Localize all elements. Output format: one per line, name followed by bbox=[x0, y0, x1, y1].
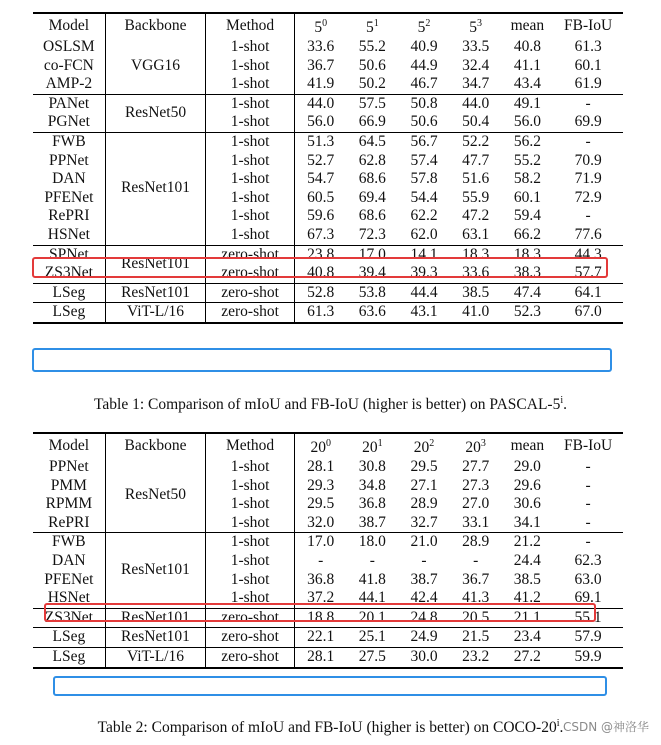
fold2-cell: 57.4 bbox=[410, 151, 438, 169]
fold3-cell: 18.3 bbox=[450, 245, 502, 264]
fold3-cell: 63.1 bbox=[462, 225, 490, 243]
mean-cell: 24.4 bbox=[513, 551, 541, 569]
fold3-cell: 33.1 bbox=[462, 513, 490, 531]
fold2-cell: 54.4 bbox=[410, 188, 438, 206]
model-cell: PMM bbox=[33, 477, 105, 496]
header-backbone: Backbone bbox=[105, 13, 206, 38]
model-cell: ZS3Net bbox=[33, 608, 105, 628]
model-cell: HSNet bbox=[33, 589, 105, 608]
mean-cell: 55.2 bbox=[513, 151, 541, 169]
table-row bbox=[33, 94, 623, 113]
fold2-cell: 40.9 bbox=[410, 38, 438, 55]
fold2-cell: 27.1 bbox=[410, 476, 438, 494]
table2-caption: Table 2: Comparison of mIoU and FB-IoU (higher is better) on COCO-20$^i$. bbox=[97, 718, 564, 736]
fold2-cell: 43.1 bbox=[398, 303, 450, 323]
fold3-cell: 55.9 bbox=[462, 188, 490, 206]
model-cell: HSNet bbox=[33, 226, 105, 245]
fold0-cell: 22.1 bbox=[294, 628, 346, 648]
backbone-cell: ViT-L/16 bbox=[105, 647, 206, 667]
backbone-cell: ResNet101 bbox=[105, 283, 206, 303]
fold1-cell: 36.8 bbox=[358, 495, 386, 513]
fbiou-cell: - bbox=[585, 513, 591, 531]
backbone-cell: ViT-L/16 bbox=[105, 303, 206, 323]
mean-cell: 38.3 bbox=[513, 264, 541, 282]
method-cell: 1-shot bbox=[206, 75, 295, 94]
fold1-cell: 27.5 bbox=[347, 647, 399, 667]
model-cell: PPNet bbox=[33, 152, 105, 171]
mean-cell: 60.1 bbox=[513, 188, 541, 206]
header-model: Model bbox=[33, 13, 105, 38]
fold2-cell: 57.8 bbox=[410, 170, 438, 188]
fold2-cell: 39.3 bbox=[410, 264, 438, 282]
mean-cell: 38.5 bbox=[513, 570, 541, 588]
mean-cell: 29.6 bbox=[513, 476, 541, 494]
fold2-cell: 30.0 bbox=[398, 647, 450, 667]
method-cell: zero-shot bbox=[206, 303, 295, 323]
backbone-cell: ResNet101 bbox=[105, 628, 206, 648]
model-cell: ZS3Net bbox=[33, 264, 105, 283]
fold1-cell: 18.0 bbox=[347, 533, 399, 552]
fold0-cell: 67.3 bbox=[307, 225, 335, 243]
lseg-vit-highlight-box-2 bbox=[53, 676, 607, 696]
fbiou-cell: 57.9 bbox=[553, 628, 623, 648]
fold1-cell: 68.6 bbox=[358, 170, 386, 188]
mean-cell: 21.2 bbox=[501, 533, 553, 552]
model-cell: PANet bbox=[33, 94, 105, 113]
fold0-cell: 54.7 bbox=[307, 170, 335, 188]
backbone-cell: ResNet50 bbox=[105, 94, 206, 132]
fold3-cell: 23.2 bbox=[450, 647, 502, 667]
method-cell: 1-shot bbox=[206, 571, 295, 590]
fold3-cell: 33.5 bbox=[462, 38, 490, 55]
fold2-cell: 44.9 bbox=[410, 56, 438, 74]
fold1-cell: 62.8 bbox=[358, 151, 386, 169]
fold0-cell: 52.8 bbox=[294, 283, 346, 303]
mean-cell: 43.4 bbox=[513, 75, 541, 93]
fold1-cell: 34.8 bbox=[358, 476, 386, 494]
fold2-cell: 46.7 bbox=[410, 75, 438, 93]
fbiou-cell: 60.1 bbox=[574, 56, 602, 74]
fold1-cell: 38.7 bbox=[358, 513, 386, 531]
fold3-cell: 32.4 bbox=[462, 56, 490, 74]
model-cell: FWB bbox=[33, 132, 105, 151]
fbiou-cell: 72.9 bbox=[574, 188, 602, 206]
fbiou-cell: 59.9 bbox=[553, 647, 623, 667]
method-cell: 1-shot bbox=[206, 495, 295, 514]
table-row bbox=[33, 458, 623, 477]
fold2-cell: 50.6 bbox=[410, 113, 438, 131]
method-cell: 1-shot bbox=[206, 132, 295, 151]
fbiou-cell: 64.1 bbox=[553, 283, 623, 303]
method-cell: 1-shot bbox=[206, 94, 295, 113]
header-mean: mean bbox=[502, 13, 554, 38]
method-cell: 1-shot bbox=[206, 514, 295, 533]
fold2-cell: - bbox=[421, 551, 427, 569]
model-cell: AMP-2 bbox=[33, 75, 105, 94]
model-cell: RePRI bbox=[33, 207, 105, 226]
fold1-cell: 50.2 bbox=[358, 75, 386, 93]
model-cell: LSeg bbox=[33, 283, 105, 303]
fold1-cell: 63.6 bbox=[347, 303, 399, 323]
fold1-cell: 30.8 bbox=[358, 458, 386, 475]
fold0-cell: 44.0 bbox=[294, 94, 346, 113]
method-cell: zero-shot bbox=[206, 283, 295, 303]
model-cell: PFENet bbox=[33, 571, 105, 590]
model-cell: PGNet bbox=[33, 113, 105, 132]
fold0-cell: 23.8 bbox=[294, 245, 346, 264]
method-cell: 1-shot bbox=[206, 477, 295, 496]
mean-cell: 58.2 bbox=[513, 170, 541, 188]
header-method: Method bbox=[206, 13, 295, 38]
method-cell: zero-shot bbox=[206, 647, 295, 667]
fold3-cell: 33.6 bbox=[462, 264, 490, 282]
method-cell: zero-shot bbox=[206, 628, 295, 648]
fold0-cell: 29.3 bbox=[307, 476, 335, 494]
backbone-cell: ResNet101 bbox=[105, 132, 206, 245]
fold0-cell: 60.5 bbox=[307, 188, 335, 206]
method-cell: 1-shot bbox=[206, 458, 295, 477]
fbiou-cell: 57.7 bbox=[574, 264, 602, 282]
method-cell: 1-shot bbox=[206, 552, 295, 571]
method-cell: 1-shot bbox=[206, 226, 295, 245]
fold1-cell: 41.8 bbox=[358, 570, 386, 588]
fold2-cell: 50.8 bbox=[398, 94, 450, 113]
fold3-cell: 38.5 bbox=[450, 283, 502, 303]
fold1-cell: 25.1 bbox=[347, 628, 399, 648]
fold0-cell: 51.3 bbox=[294, 132, 346, 151]
model-cell: PFENet bbox=[33, 189, 105, 208]
fold0-cell: 56.0 bbox=[307, 113, 335, 131]
mean-cell: 34.1 bbox=[513, 513, 541, 531]
mean-cell: 21.1 bbox=[501, 608, 553, 628]
mean-cell: 41.2 bbox=[513, 589, 541, 607]
fold2-cell: 44.4 bbox=[398, 283, 450, 303]
fold3-cell: 28.9 bbox=[450, 533, 502, 552]
fbiou-cell: 69.1 bbox=[574, 589, 602, 607]
fold0-cell: - bbox=[318, 551, 324, 569]
fold3-cell: - bbox=[473, 551, 479, 569]
fold0-cell: 18.8 bbox=[294, 608, 346, 628]
fold3-cell: 44.0 bbox=[450, 94, 502, 113]
fold3-cell: 34.7 bbox=[462, 75, 490, 93]
fold3-cell: 27.3 bbox=[462, 476, 490, 494]
model-cell: SPNet bbox=[33, 245, 105, 264]
fbiou-cell: - bbox=[585, 458, 591, 475]
fold3-cell: 52.2 bbox=[450, 132, 502, 151]
mean-cell: 23.4 bbox=[501, 628, 553, 648]
fold1-cell: 39.4 bbox=[358, 264, 386, 282]
fold3-cell: 50.4 bbox=[462, 113, 490, 131]
model-cell: LSeg bbox=[33, 628, 105, 648]
fbiou-cell: - bbox=[553, 132, 623, 151]
header-fold2: $20^2$ bbox=[398, 433, 450, 458]
header-fold3: $5^3$ bbox=[450, 13, 502, 38]
method-cell: 1-shot bbox=[206, 152, 295, 171]
method-cell: 1-shot bbox=[206, 533, 295, 552]
fold1-cell: 68.6 bbox=[358, 207, 386, 225]
method-cell: zero-shot bbox=[206, 264, 295, 283]
fold1-cell: 50.6 bbox=[358, 56, 386, 74]
hsnet-highlight-box-2 bbox=[44, 603, 596, 622]
fold1-cell: 69.4 bbox=[358, 188, 386, 206]
fold2-cell: 29.5 bbox=[410, 458, 438, 475]
fold0-cell: 33.6 bbox=[307, 38, 335, 55]
fold3-cell: 47.7 bbox=[462, 151, 490, 169]
fbiou-cell: 61.3 bbox=[574, 38, 602, 55]
method-cell: zero-shot bbox=[206, 245, 295, 264]
fold0-cell: 28.1 bbox=[307, 458, 335, 475]
fold0-cell: 37.2 bbox=[307, 589, 335, 607]
fbiou-cell: - bbox=[585, 495, 591, 513]
hsnet-highlight-box-1 bbox=[32, 257, 608, 278]
fold3-cell: 41.3 bbox=[462, 589, 490, 607]
table-row bbox=[33, 132, 623, 151]
method-cell: 1-shot bbox=[206, 57, 295, 76]
model-cell: DAN bbox=[33, 552, 105, 571]
fold2-cell: 28.9 bbox=[410, 495, 438, 513]
fold2-cell: 56.7 bbox=[398, 132, 450, 151]
mean-cell: 49.1 bbox=[502, 94, 554, 113]
fold0-cell: 28.1 bbox=[294, 647, 346, 667]
fold0-cell: 17.0 bbox=[294, 533, 346, 552]
fold3-cell: 27.7 bbox=[462, 458, 490, 475]
backbone-cell: ResNet101 bbox=[105, 533, 206, 608]
fold0-cell: 40.8 bbox=[307, 264, 335, 282]
header-fbiou: FB-IoU bbox=[553, 433, 623, 458]
fold2-cell: 24.9 bbox=[398, 628, 450, 648]
fold1-cell: 72.3 bbox=[358, 225, 386, 243]
mean-cell: 52.3 bbox=[502, 303, 554, 323]
table-row bbox=[33, 628, 623, 648]
fold2-cell: 32.7 bbox=[410, 513, 438, 531]
fold3-cell: 47.2 bbox=[462, 207, 490, 225]
model-cell: FWB bbox=[33, 533, 105, 552]
mean-cell: 30.6 bbox=[513, 495, 541, 513]
fbiou-cell: - bbox=[553, 94, 623, 113]
fold1-cell: 20.1 bbox=[347, 608, 399, 628]
mean-cell: 56.0 bbox=[513, 113, 541, 131]
mean-cell: 59.4 bbox=[513, 207, 541, 225]
fbiou-cell: 63.0 bbox=[574, 570, 602, 588]
model-cell: LSeg bbox=[33, 303, 105, 323]
method-cell: 1-shot bbox=[206, 170, 295, 189]
header-backbone: Backbone bbox=[105, 433, 206, 458]
method-cell: 1-shot bbox=[206, 189, 295, 208]
fold2-cell: 21.0 bbox=[398, 533, 450, 552]
fold2-cell: 42.4 bbox=[410, 589, 438, 607]
fbiou-cell: - bbox=[553, 533, 623, 552]
method-cell: 1-shot bbox=[206, 113, 295, 132]
model-cell: co-FCN bbox=[33, 57, 105, 76]
model-cell: RPMM bbox=[33, 495, 105, 514]
header-fold2: $5^2$ bbox=[398, 13, 450, 38]
model-cell: OSLSM bbox=[33, 38, 105, 57]
mean-cell: 27.2 bbox=[501, 647, 553, 667]
model-cell: RePRI bbox=[33, 514, 105, 533]
mean-cell: 56.2 bbox=[502, 132, 554, 151]
backbone-cell: VGG16 bbox=[105, 38, 206, 94]
backbone-cell: ResNet50 bbox=[105, 458, 206, 533]
fold3-cell: 27.0 bbox=[462, 495, 490, 513]
table2-body bbox=[33, 458, 623, 668]
fold2-cell: 38.7 bbox=[410, 570, 438, 588]
fbiou-cell: - bbox=[585, 476, 591, 494]
mean-cell: 41.1 bbox=[513, 56, 541, 74]
fold1-cell: 64.5 bbox=[347, 132, 399, 151]
table-row bbox=[33, 283, 623, 303]
fbiou-cell: 67.0 bbox=[553, 303, 623, 323]
fold0-cell: 61.3 bbox=[294, 303, 346, 323]
fold3-cell: 21.5 bbox=[450, 628, 502, 648]
fold0-cell: 36.8 bbox=[307, 570, 335, 588]
fold0-cell: 36.7 bbox=[307, 56, 335, 74]
table-row bbox=[33, 533, 623, 552]
method-cell: 1-shot bbox=[206, 207, 295, 226]
fold0-cell: 59.6 bbox=[307, 207, 335, 225]
fbiou-cell: 71.9 bbox=[574, 170, 602, 188]
model-cell: PPNet bbox=[33, 458, 105, 477]
header-fold3: $20^3$ bbox=[450, 433, 502, 458]
header-method: Method bbox=[206, 433, 295, 458]
fold1-cell: 17.0 bbox=[347, 245, 399, 264]
fold1-cell: 53.8 bbox=[347, 283, 399, 303]
model-cell: LSeg bbox=[33, 647, 105, 667]
fold3-cell: 20.5 bbox=[450, 608, 502, 628]
model-cell: DAN bbox=[33, 170, 105, 189]
header-fbiou: FB-IoU bbox=[553, 13, 623, 38]
method-cell: zero-shot bbox=[206, 608, 295, 628]
fold1-cell: 66.9 bbox=[358, 113, 386, 131]
header-fold1: $5^1$ bbox=[347, 13, 399, 38]
method-cell: 1-shot bbox=[206, 38, 295, 57]
mean-cell: 40.8 bbox=[513, 38, 541, 55]
fold2-cell: 24.8 bbox=[398, 608, 450, 628]
fbiou-cell: 62.3 bbox=[574, 551, 602, 569]
fold0-cell: 52.7 bbox=[307, 151, 335, 169]
fbiou-cell: 61.9 bbox=[574, 75, 602, 93]
table1-body bbox=[33, 38, 623, 323]
fbiou-cell: 55.1 bbox=[553, 608, 623, 628]
fold2-cell: 62.2 bbox=[410, 207, 438, 225]
fbiou-cell: 70.9 bbox=[574, 151, 602, 169]
header-fold0: $20^0$ bbox=[294, 433, 346, 458]
table-row bbox=[33, 38, 623, 57]
fold1-cell: 55.2 bbox=[358, 38, 386, 55]
watermark: CSDN @神洛华 bbox=[562, 720, 649, 734]
fbiou-cell: 69.9 bbox=[574, 113, 602, 131]
mean-cell: 29.0 bbox=[513, 458, 541, 475]
header-mean: mean bbox=[501, 433, 553, 458]
method-cell: 1-shot bbox=[206, 589, 295, 608]
fbiou-cell: 77.6 bbox=[574, 225, 602, 243]
fold0-cell: 32.0 bbox=[307, 513, 335, 531]
fold1-cell: 44.1 bbox=[358, 589, 386, 607]
mean-cell: 47.4 bbox=[502, 283, 554, 303]
fold1-cell: 57.5 bbox=[347, 94, 399, 113]
backbone-cell: ResNet101 bbox=[105, 245, 206, 283]
backbone-cell: ResNet101 bbox=[105, 608, 206, 628]
fold2-cell: 14.1 bbox=[398, 245, 450, 264]
fold0-cell: 41.9 bbox=[307, 75, 335, 93]
fbiou-cell: 44.3 bbox=[553, 245, 623, 264]
table1-caption: Table 1: Comparison of mIoU and FB-IoU (higher is better) on PASCAL-5$^i$. bbox=[94, 395, 567, 413]
header-fold1: $20^1$ bbox=[347, 433, 399, 458]
fbiou-cell: - bbox=[585, 207, 591, 225]
table-row bbox=[33, 303, 623, 323]
mean-cell: 66.2 bbox=[513, 225, 541, 243]
fold0-cell: 29.5 bbox=[307, 495, 335, 513]
table-row bbox=[33, 647, 623, 667]
lseg-vit-highlight-box-1 bbox=[32, 348, 612, 372]
fold3-cell: 36.7 bbox=[462, 570, 490, 588]
header-fold0: $5^0$ bbox=[294, 13, 346, 38]
fold2-cell: 62.0 bbox=[410, 225, 438, 243]
header-model: Model bbox=[33, 433, 105, 458]
fold3-cell: 41.0 bbox=[450, 303, 502, 323]
fold1-cell: - bbox=[369, 551, 375, 569]
table-2 bbox=[33, 432, 623, 669]
mean-cell: 18.3 bbox=[502, 245, 554, 264]
fold3-cell: 51.6 bbox=[462, 170, 490, 188]
